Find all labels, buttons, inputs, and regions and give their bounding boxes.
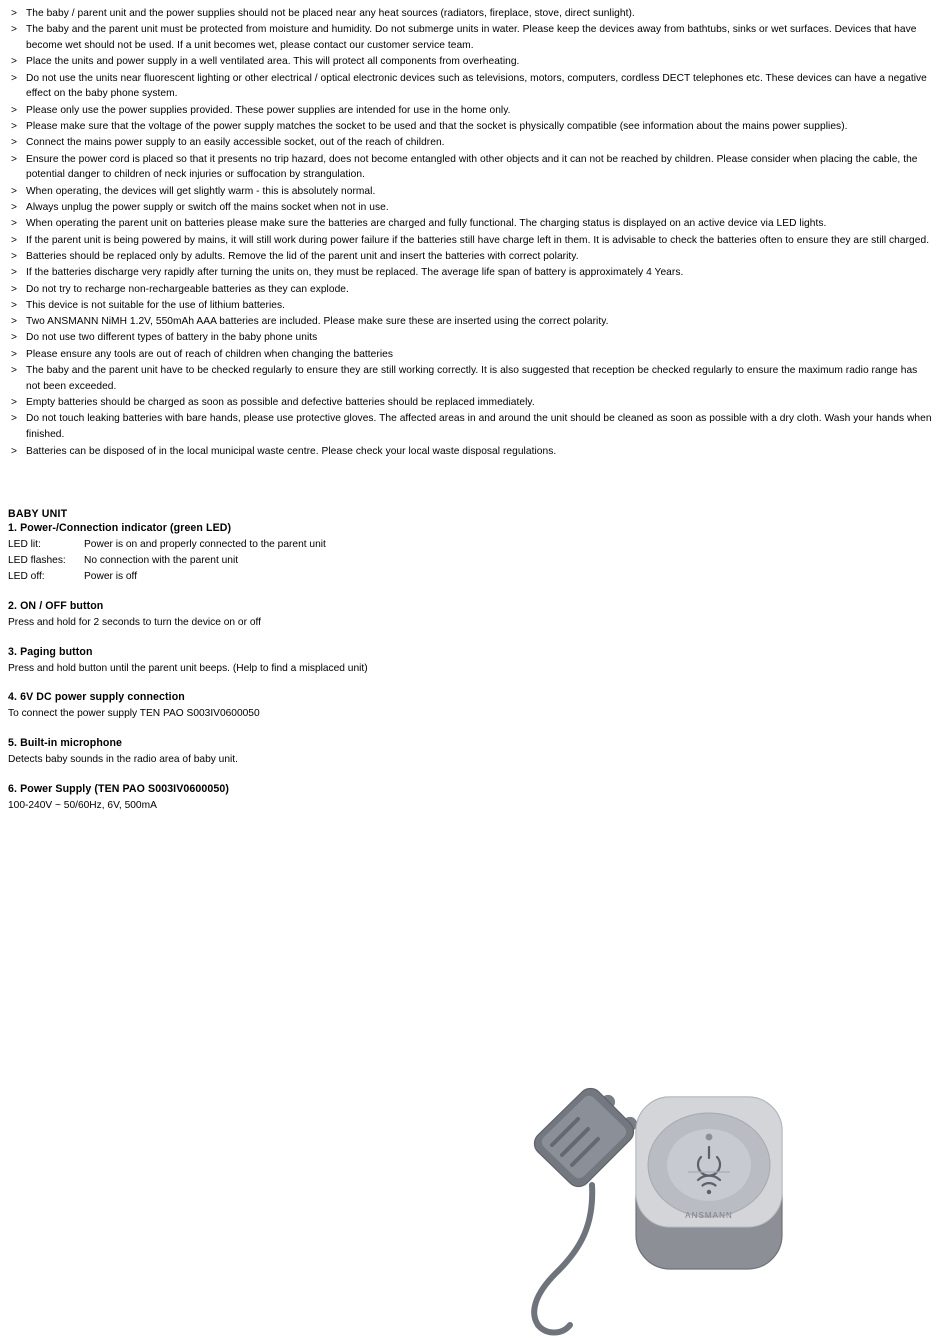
list-item-text: Empty batteries should be charged as soon as possible and defective batteries should be replaced immediately.	[26, 397, 535, 409]
product-illustration	[508, 1073, 928, 1338]
list-item-text: Place the units and power supply in a well ventilated area. This will protect all components from overheating.	[26, 56, 520, 68]
led-status-table	[8, 537, 326, 584]
item-text-power-supply: 100-240V ~ 50/60Hz, 6V, 500mA	[8, 799, 157, 811]
list-item	[8, 152, 938, 184]
list-item	[8, 330, 938, 346]
baby-unit-section	[8, 508, 938, 1221]
list-item-text: Do not use two different types of battery in the baby phone units	[26, 332, 318, 344]
spacer	[8, 585, 478, 600]
spacer	[8, 676, 478, 691]
list-item-text: The baby / parent unit and the power supplies should not be placed near any heat sources (radiators, fireplace, stove, direct sunlight).	[26, 8, 635, 19]
list-item	[8, 71, 938, 103]
bullet-marker-icon: >	[11, 283, 17, 295]
bullet-marker-icon: >	[11, 104, 17, 116]
list-item	[8, 347, 938, 363]
power-adapter-illustration	[534, 1089, 637, 1333]
bullet-marker-icon: >	[11, 348, 17, 360]
item-heading-power-supply: 6. Power Supply (TEN PAO S003IV0600050)	[8, 782, 229, 795]
baby-unit-text-column	[8, 508, 478, 813]
list-item-text: Please ensure any tools are out of reach of children when changing the batteries	[26, 348, 394, 360]
list-item	[8, 184, 938, 200]
list-item-text: Do not use the units near fluorescent lighting or other electrical / optical electronic devices such as televisions, motors, computers, cordless DECT telephones etc. These devices can have a negative effect on the baby phone system.	[26, 72, 927, 100]
item-heading-power-indicator: 1. Power-/Connection indicator (green LED)	[8, 522, 232, 535]
list-item-text: Batteries can be disposed of in the local municipal waste centre. Please check your local waste disposal regulations.	[26, 445, 557, 457]
list-item	[8, 233, 938, 249]
list-item-text: Please only use the power supplies provided. These power supplies are intended for use in the home only.	[26, 104, 511, 116]
item-heading-on-off-button: 2. ON / OFF button	[8, 599, 104, 612]
brand-label: ANSMANN	[685, 1211, 733, 1221]
list-item	[8, 282, 938, 298]
list-item-text: When operating, the devices will get slightly warm - this is absolutely normal.	[26, 185, 376, 197]
led-status-key: LED flashes:	[8, 555, 66, 567]
bullet-marker-icon: >	[11, 365, 17, 377]
led-status-value: Power is off	[84, 570, 138, 582]
bullet-marker-icon: >	[11, 24, 17, 36]
list-item-text: Ensure the power cord is placed so that it presents no trip hazard, does not become entangled with other objects and it can not be reached by children. Please consider when placing the cable, the potential danger to children of neck injuries or suffocation by strangulation.	[26, 153, 918, 181]
list-item	[8, 6, 938, 22]
list-item	[8, 298, 938, 314]
bullet-marker-icon: >	[11, 332, 17, 344]
bullet-marker-icon: >	[11, 299, 17, 311]
list-item	[8, 265, 938, 281]
list-item	[8, 314, 938, 330]
item-text-microphone: Detects baby sounds in the radio area of baby unit.	[8, 754, 238, 766]
bullet-marker-icon: >	[11, 56, 17, 68]
table-row	[8, 537, 326, 553]
list-item-text: Do not touch leaking batteries with bare hands, please use protective gloves. The affected areas in and around the unit should be cleaned as soon as possible with a dry cloth. Wash your hands when finished.	[26, 413, 932, 441]
bullet-marker-icon: >	[11, 8, 17, 19]
item-text-dc-connection: To connect the power supply TEN PAO S003IV0600050	[8, 708, 260, 720]
list-item	[8, 200, 938, 216]
spacer	[8, 722, 478, 737]
list-item-text: When operating the parent unit on batteries please make sure the batteries are charged and fully functional. The charging status is displayed on an active device via LED lights.	[26, 218, 827, 230]
safety-instructions-list	[8, 6, 938, 459]
bullet-marker-icon: >	[11, 218, 17, 230]
list-item	[8, 119, 938, 135]
bullet-marker-icon: >	[11, 250, 17, 262]
list-item-text: Batteries should be replaced only by adults. Remove the lid of the parent unit and insert the batteries with correct polarity.	[26, 250, 579, 262]
bullet-marker-icon: >	[11, 72, 17, 84]
list-item	[8, 363, 938, 395]
table-row	[8, 553, 326, 569]
bullet-marker-icon: >	[11, 234, 17, 246]
item-text-paging-button: Press and hold button until the parent unit beeps. (Help to find a misplaced unit)	[8, 662, 368, 674]
list-item-text: If the batteries discharge very rapidly after turning the units on, they must be replaced. The average life span of battery is approximately 4 Years.	[26, 267, 684, 279]
bullet-marker-icon: >	[11, 316, 17, 328]
item-heading-paging-button: 3. Paging button	[8, 645, 93, 658]
list-item-text: This device is not suitable for the use of lithium batteries.	[26, 299, 285, 311]
list-item	[8, 135, 938, 151]
led-indicator-icon	[706, 1134, 713, 1141]
list-item-text: The baby and the parent unit have to be checked regularly to ensure they are still working correctly. It is also suggested that reception be checked regularly to ensure the maximum radio range has not been exceeded.	[26, 365, 918, 392]
list-item	[8, 249, 938, 265]
bullet-marker-icon: >	[11, 121, 17, 133]
bullet-marker-icon: >	[11, 185, 17, 197]
led-status-value: No connection with the parent unit	[84, 555, 239, 567]
list-item	[8, 103, 938, 119]
bullet-marker-icon: >	[11, 202, 17, 214]
list-item	[8, 216, 938, 232]
list-item-text: Two ANSMANN NiMH 1.2V, 550mAh AAA batteries are included. Please make sure these are inserted using the correct polarity.	[26, 316, 609, 328]
bullet-marker-icon: >	[11, 413, 17, 425]
list-item	[8, 22, 938, 54]
baby-unit-illustration	[636, 1097, 782, 1269]
list-item-text: Connect the mains power supply to an easily accessible socket, out of the reach of children.	[26, 137, 445, 149]
list-item-text: Please make sure that the voltage of the power supply matches the socket to be used and that the socket is physically compatible (see information about the mains power supplies).	[26, 121, 848, 133]
spacer	[8, 631, 478, 646]
bullet-marker-icon: >	[11, 445, 17, 457]
table-row	[8, 569, 326, 585]
bullet-marker-icon: >	[11, 153, 17, 165]
bullet-marker-icon: >	[11, 267, 17, 279]
list-item	[8, 54, 938, 70]
item-text-on-off-button: Press and hold for 2 seconds to turn the device on or off	[8, 616, 261, 628]
bullet-marker-icon: >	[11, 137, 17, 149]
led-status-key: LED lit:	[8, 539, 41, 551]
list-item	[8, 395, 938, 411]
list-item	[8, 411, 938, 443]
spacer	[8, 768, 478, 783]
led-status-key: LED off:	[8, 570, 45, 582]
bullet-marker-icon: >	[11, 397, 17, 409]
item-heading-microphone: 5. Built-in microphone	[8, 737, 123, 750]
led-status-value: Power is on and properly connected to the parent unit	[84, 539, 326, 551]
list-item-text: Always unplug the power supply or switch off the mains socket when not in use.	[26, 202, 389, 214]
list-item-text: If the parent unit is being powered by mains, it will still work during power failure if the batteries still have charge left in them. It is advisable to check the batteries often to ensure they are still charged.	[26, 234, 930, 246]
section-title-baby-unit: BABY UNIT	[8, 508, 68, 521]
item-heading-dc-connection: 4. 6V DC power supply connection	[8, 691, 185, 704]
list-item	[8, 444, 938, 460]
list-item-text: The baby and the parent unit must be protected from moisture and humidity. Do not submerge units in water. Please keep the devices away from bathtubs, sinks or wet surfaces. Devices that have become wet should not be used. If a unit becomes wet, please contact our customer service team.	[26, 24, 917, 52]
list-item-text: Do not try to recharge non-rechargeable batteries as they can explode.	[26, 283, 349, 295]
